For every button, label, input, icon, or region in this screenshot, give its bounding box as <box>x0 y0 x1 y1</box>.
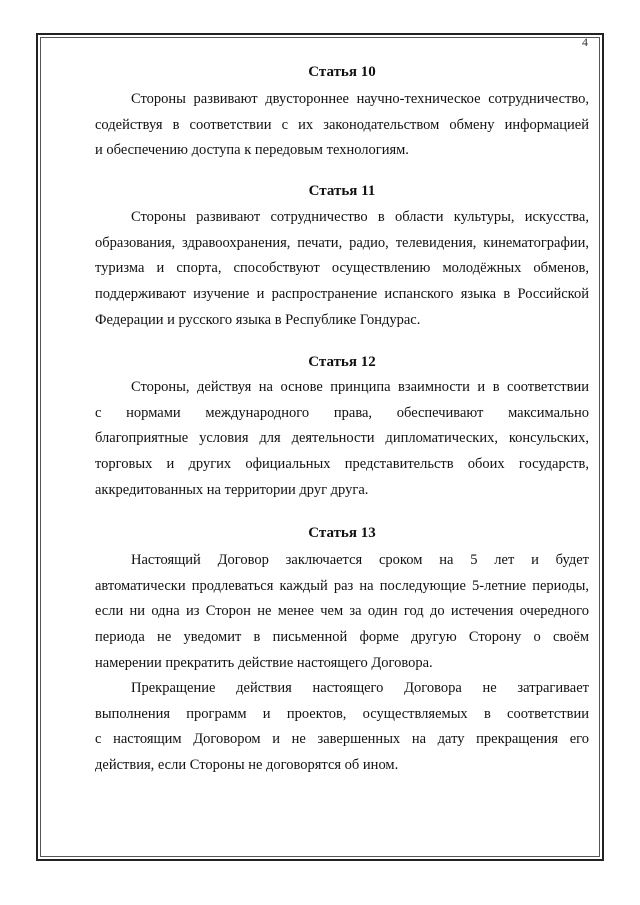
text-line: Прекращение действия настоящего Договора не затрагивает <box>131 680 589 696</box>
text-line: автоматически продлеваться каждый раз на последующие 5-летние периоды, <box>95 577 589 594</box>
text-line: туризма и спорта, способствуют осуществлению молодёжных обменов, <box>95 260 589 277</box>
text-line: содействуя в соответствии с их законодательством обмену информацией <box>95 116 589 133</box>
text-line: периода не уведомит в письменной форме другую Сторону о своём <box>95 629 589 646</box>
text-line: Федерации и русского языка в Республике Гондурас. <box>95 311 421 328</box>
text-line: с нормами международного права, обеспечивают максимально <box>95 404 589 421</box>
article-10-paragraph <box>95 87 589 164</box>
page-number: 4 <box>582 35 588 49</box>
text-line: поддерживают изучение и распространение испанского языка в Российской <box>95 286 589 303</box>
text-line: торговых и других официальных представительств обоих государств, <box>95 456 589 473</box>
article-13-paragraph-2 <box>95 676 589 779</box>
text-line: с настоящим Договором и не завершенных на дату прекращения его <box>95 731 589 748</box>
text-line: аккредитованных на территории друг друга. <box>95 481 369 498</box>
text-line: Стороны развивают двустороннее научно-техническое сотрудничество, <box>131 91 589 107</box>
article-11-heading: Статья 11 <box>308 183 376 199</box>
article-11-paragraph <box>95 205 589 334</box>
text-line: и обеспечению доступа к передовым технологиям. <box>95 142 409 159</box>
text-line: намерении прекратить действие настоящего Договора. <box>95 654 433 671</box>
article-12-paragraph <box>95 375 589 504</box>
article-13-heading: Статья 13 <box>308 525 376 541</box>
article-12-heading: Статья 12 <box>308 354 376 370</box>
text-line: Настоящий Договор заключается сроком на 5 лет и будет <box>131 552 589 568</box>
article-13-paragraph-1 <box>95 548 589 677</box>
text-line: Стороны, действуя на основе принципа взаимности и в соответствии <box>131 379 589 395</box>
text-line: образования, здравоохранения, печати, радио, телевидения, кинематографии, <box>95 234 589 251</box>
article-10-heading: Статья 10 <box>308 64 376 80</box>
text-line: Стороны развивают сотрудничество в области культуры, искусства, <box>131 209 589 225</box>
text-line: действия, если Стороны не договорятся об ином. <box>95 757 399 774</box>
text-line: благоприятные условия для деятельности дипломатических, консульских, <box>95 430 589 447</box>
text-line: выполнения программ и проектов, осуществляемых в соответствии <box>95 705 589 722</box>
text-line: если ни одна из Сторон не менее чем за один год до истечения очередного <box>95 603 589 620</box>
